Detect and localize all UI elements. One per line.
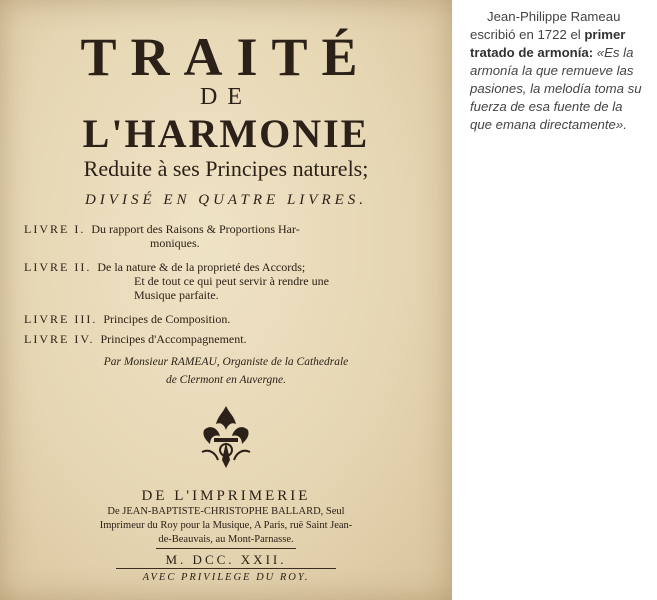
- publication-date: M. DCC. XXII.: [165, 552, 287, 567]
- livre-text: Du rapport des Raisons & Proportions Har-: [91, 222, 300, 236]
- image-caption: [470, 8, 648, 134]
- caption-bold: primer tratado de armonía:: [470, 27, 626, 60]
- livre-text: De la nature & de la proprieté des Accords;: [97, 260, 306, 274]
- livre-2-cont: Et de tout ce qui peut servir à rendre une: [134, 274, 329, 288]
- author-line-2: de Clermont en Auvergne.: [165, 374, 287, 386]
- livre-text: Principes d'Accompagnement.: [100, 332, 247, 346]
- imprint-line: Imprimeur du Roy pour la Musique, A Paris, ruë Saint Jean-: [99, 520, 353, 531]
- livre-label: LIVRE I.: [24, 222, 86, 236]
- livre-2-cont2: Musique parfaite.: [134, 288, 219, 302]
- livre-1-cont: moniques.: [150, 236, 200, 250]
- imprint-line: De JEAN-BAPTISTE-CHRISTOPHE BALLARD, Seul: [107, 506, 345, 517]
- privilege-line: AVEC PRIVILEGE DU ROY.: [142, 572, 310, 583]
- livre-1: [24, 222, 300, 236]
- title-harmonie: L'HARMONIE: [82, 111, 370, 156]
- livre-text: Principes de Composition.: [103, 312, 231, 326]
- imprint-heading: DE L'IMPRIMERIE: [141, 488, 311, 504]
- title-de: DE: [200, 84, 252, 110]
- livre-4: [24, 332, 247, 346]
- royal-fleur-de-lis-ornament-icon: [196, 402, 256, 472]
- divider: [116, 568, 336, 569]
- caption-intro: Jean-Philippe Rameau escribió en 1722 el: [470, 9, 621, 42]
- book-subtitle: Reduite à ses Principes naturels;: [83, 156, 369, 181]
- divider: [156, 548, 296, 549]
- livre-2: [24, 260, 305, 274]
- livre-label: LIVRE III.: [24, 312, 98, 326]
- title-traite: TRAITÉ: [80, 27, 372, 87]
- livre-label: LIVRE IV.: [24, 332, 95, 346]
- livre-label: LIVRE II.: [24, 260, 92, 274]
- caption-quote: «Es la armonía la que remueve las pasiones, la melodía toma su fuerza de esa fuente de la que emana directamente».: [470, 45, 642, 132]
- livre-3: [24, 312, 230, 326]
- imprint-line: de-Beauvais, au Mont-Parnasse.: [158, 534, 294, 545]
- book-division: DIVISÉ EN QUATRE LIVRES.: [84, 192, 368, 208]
- author-line: Par Monsieur RAMEAU, Organiste de la Cathedrale: [103, 356, 349, 368]
